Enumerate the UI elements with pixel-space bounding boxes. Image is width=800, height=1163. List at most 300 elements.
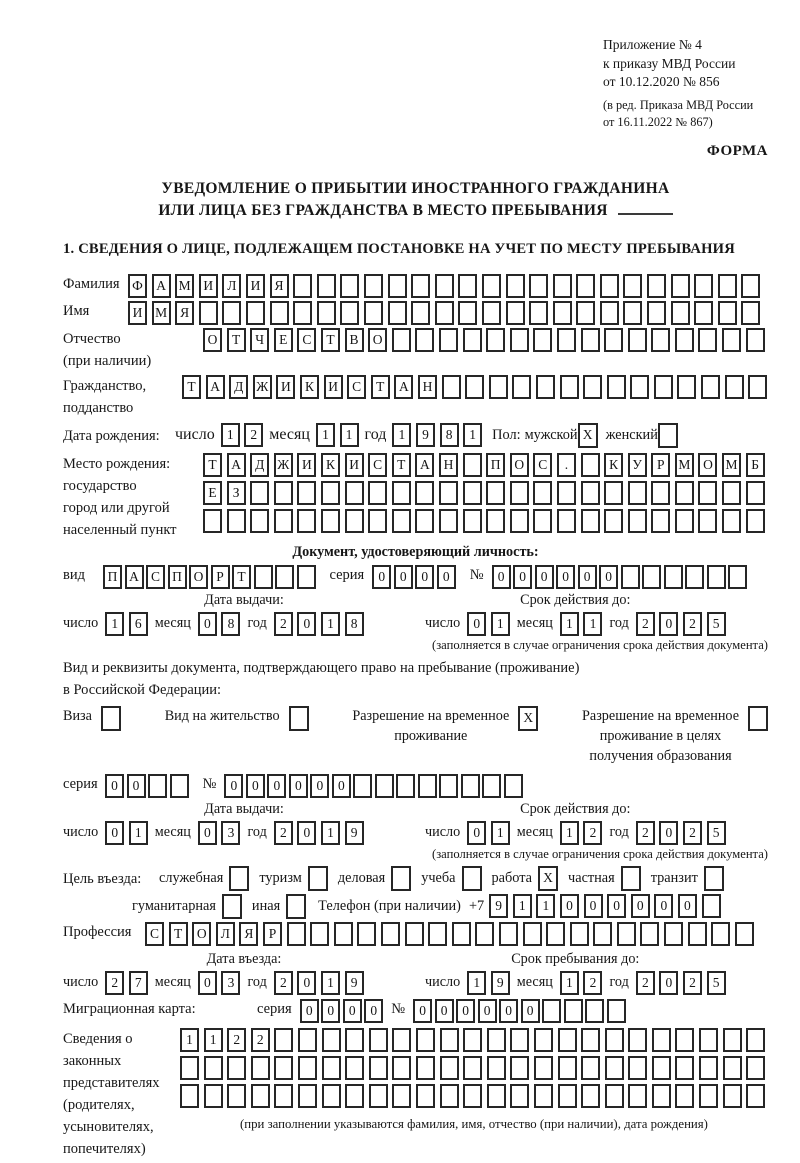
char-box[interactable] <box>702 894 721 918</box>
char-box[interactable]: А <box>415 453 434 477</box>
char-box[interactable] <box>652 1028 671 1052</box>
char-box[interactable] <box>458 274 477 298</box>
char-box[interactable] <box>375 774 394 798</box>
char-box[interactable] <box>392 328 411 352</box>
char-box[interactable]: 0 <box>105 774 124 798</box>
char-box[interactable] <box>345 1028 364 1052</box>
char-box[interactable]: 1 <box>321 971 340 995</box>
char-box[interactable] <box>570 922 589 946</box>
char-box[interactable]: 2 <box>683 971 702 995</box>
char-box[interactable]: 2 <box>583 971 602 995</box>
char-box[interactable] <box>723 1028 742 1052</box>
char-box[interactable] <box>340 274 359 298</box>
char-box[interactable]: С <box>368 453 387 477</box>
char-box[interactable]: Т <box>232 565 251 589</box>
char-box[interactable] <box>392 1056 411 1080</box>
char-box[interactable] <box>227 1056 246 1080</box>
char-box[interactable] <box>529 301 548 325</box>
char-box[interactable] <box>675 1084 694 1108</box>
char-box[interactable] <box>723 1084 742 1108</box>
char-box[interactable]: 0 <box>198 612 217 636</box>
char-box[interactable]: 2 <box>683 821 702 845</box>
char-box[interactable]: Л <box>216 922 235 946</box>
char-box[interactable] <box>533 328 552 352</box>
char-box[interactable]: Н <box>439 453 458 477</box>
char-box[interactable]: 0 <box>224 774 243 798</box>
char-box[interactable] <box>722 509 741 533</box>
char-box[interactable] <box>353 774 372 798</box>
char-box[interactable] <box>510 1084 529 1108</box>
char-box[interactable] <box>297 509 316 533</box>
char-box[interactable] <box>482 301 501 325</box>
char-box[interactable]: 8 <box>345 612 364 636</box>
char-box[interactable]: З <box>227 481 246 505</box>
char-box[interactable]: И <box>128 301 147 325</box>
char-box[interactable] <box>623 274 642 298</box>
char-box[interactable] <box>581 1056 600 1080</box>
char-box[interactable]: 0 <box>435 999 454 1023</box>
char-box[interactable] <box>557 481 576 505</box>
char-box[interactable] <box>576 274 595 298</box>
char-box[interactable]: С <box>145 922 164 946</box>
char-box[interactable]: 2 <box>636 821 655 845</box>
char-box[interactable] <box>675 1028 694 1052</box>
char-box[interactable] <box>487 1056 506 1080</box>
char-box[interactable]: 0 <box>310 774 329 798</box>
char-box[interactable]: А <box>206 375 225 399</box>
char-box[interactable] <box>298 1028 317 1052</box>
char-box[interactable] <box>581 481 600 505</box>
option-checkbox[interactable]: X <box>538 866 558 891</box>
char-box[interactable] <box>463 481 482 505</box>
char-box[interactable] <box>274 1084 293 1108</box>
char-box[interactable] <box>388 301 407 325</box>
char-box[interactable] <box>440 1028 459 1052</box>
option-checkbox[interactable] <box>391 866 411 891</box>
char-box[interactable] <box>581 453 600 477</box>
char-box[interactable]: А <box>125 565 144 589</box>
char-box[interactable] <box>699 1028 718 1052</box>
char-box[interactable]: Р <box>211 565 230 589</box>
char-box[interactable]: К <box>604 453 623 477</box>
char-box[interactable] <box>345 1084 364 1108</box>
char-box[interactable]: 9 <box>489 894 508 918</box>
char-box[interactable]: С <box>533 453 552 477</box>
char-box[interactable]: Е <box>274 328 293 352</box>
char-box[interactable] <box>510 1028 529 1052</box>
char-box[interactable] <box>607 375 626 399</box>
char-box[interactable]: 0 <box>678 894 697 918</box>
char-box[interactable]: С <box>146 565 165 589</box>
char-box[interactable]: М <box>675 453 694 477</box>
char-box[interactable]: 1 <box>316 423 335 447</box>
char-box[interactable]: 0 <box>456 999 475 1023</box>
char-box[interactable]: 0 <box>607 894 626 918</box>
char-box[interactable]: 0 <box>394 565 413 589</box>
char-box[interactable]: 9 <box>416 423 435 447</box>
sex-male-checkbox[interactable]: X <box>578 423 598 448</box>
char-box[interactable] <box>671 274 690 298</box>
char-box[interactable] <box>542 999 561 1023</box>
char-box[interactable] <box>560 375 579 399</box>
char-box[interactable] <box>685 565 704 589</box>
char-box[interactable] <box>581 328 600 352</box>
char-box[interactable]: 9 <box>345 971 364 995</box>
char-box[interactable]: 0 <box>467 612 486 636</box>
char-box[interactable]: 1 <box>321 612 340 636</box>
char-box[interactable] <box>553 274 572 298</box>
char-box[interactable] <box>746 328 765 352</box>
char-box[interactable]: П <box>103 565 122 589</box>
char-box[interactable]: В <box>345 328 364 352</box>
char-box[interactable] <box>553 301 572 325</box>
char-box[interactable]: Ч <box>250 328 269 352</box>
char-box[interactable] <box>735 922 754 946</box>
char-box[interactable] <box>605 1056 624 1080</box>
char-box[interactable] <box>465 375 484 399</box>
char-box[interactable] <box>274 1028 293 1052</box>
char-box[interactable]: Л <box>222 274 241 298</box>
char-box[interactable]: О <box>203 328 222 352</box>
char-box[interactable]: 1 <box>321 821 340 845</box>
char-box[interactable] <box>523 922 542 946</box>
char-box[interactable]: Я <box>270 274 289 298</box>
char-box[interactable] <box>701 375 720 399</box>
char-box[interactable]: 9 <box>345 821 364 845</box>
char-box[interactable]: 2 <box>274 612 293 636</box>
char-box[interactable] <box>698 509 717 533</box>
char-box[interactable]: 1 <box>204 1028 223 1052</box>
char-box[interactable] <box>180 1084 199 1108</box>
char-box[interactable] <box>369 1056 388 1080</box>
char-box[interactable] <box>369 1028 388 1052</box>
char-box[interactable]: 1 <box>560 971 579 995</box>
char-box[interactable] <box>204 1084 223 1108</box>
char-box[interactable] <box>340 301 359 325</box>
char-box[interactable]: 0 <box>297 612 316 636</box>
char-box[interactable] <box>534 1084 553 1108</box>
char-box[interactable]: 0 <box>372 565 391 589</box>
char-box[interactable] <box>274 509 293 533</box>
char-box[interactable]: П <box>168 565 187 589</box>
char-box[interactable] <box>642 565 661 589</box>
char-box[interactable] <box>486 328 505 352</box>
char-box[interactable]: 5 <box>707 971 726 995</box>
char-box[interactable]: 0 <box>267 774 286 798</box>
permit-checkbox[interactable] <box>748 706 768 731</box>
char-box[interactable] <box>298 1084 317 1108</box>
char-box[interactable] <box>581 1028 600 1052</box>
char-box[interactable]: 0 <box>343 999 362 1023</box>
char-box[interactable] <box>251 1056 270 1080</box>
char-box[interactable]: 0 <box>478 999 497 1023</box>
char-box[interactable] <box>748 375 767 399</box>
char-box[interactable] <box>357 922 376 946</box>
char-box[interactable] <box>297 481 316 505</box>
char-box[interactable] <box>458 301 477 325</box>
char-box[interactable] <box>364 301 383 325</box>
char-box[interactable]: 6 <box>129 612 148 636</box>
char-box[interactable]: Я <box>239 922 258 946</box>
permit-checkbox[interactable]: X <box>518 706 538 731</box>
char-box[interactable]: 1 <box>129 821 148 845</box>
char-box[interactable] <box>510 509 529 533</box>
char-box[interactable] <box>593 922 612 946</box>
char-box[interactable]: И <box>199 274 218 298</box>
char-box[interactable]: Т <box>169 922 188 946</box>
char-box[interactable] <box>203 509 222 533</box>
char-box[interactable] <box>722 328 741 352</box>
char-box[interactable] <box>487 1028 506 1052</box>
char-box[interactable]: 2 <box>636 971 655 995</box>
char-box[interactable] <box>321 481 340 505</box>
char-box[interactable] <box>671 301 690 325</box>
char-box[interactable] <box>411 301 430 325</box>
char-box[interactable] <box>725 375 744 399</box>
char-box[interactable]: И <box>246 274 265 298</box>
char-box[interactable] <box>722 481 741 505</box>
char-box[interactable] <box>546 922 565 946</box>
char-box[interactable] <box>475 922 494 946</box>
char-box[interactable]: 2 <box>244 423 263 447</box>
char-box[interactable]: 8 <box>440 423 459 447</box>
char-box[interactable]: 1 <box>463 423 482 447</box>
char-box[interactable] <box>416 1056 435 1080</box>
char-box[interactable]: И <box>276 375 295 399</box>
char-box[interactable] <box>293 301 312 325</box>
permit-checkbox[interactable] <box>101 706 121 731</box>
char-box[interactable]: Ф <box>128 274 147 298</box>
char-box[interactable]: Т <box>371 375 390 399</box>
char-box[interactable] <box>723 1056 742 1080</box>
char-box[interactable] <box>533 481 552 505</box>
char-box[interactable]: 0 <box>631 894 650 918</box>
char-box[interactable]: 0 <box>297 821 316 845</box>
char-box[interactable] <box>746 1056 765 1080</box>
char-box[interactable] <box>585 999 604 1023</box>
char-box[interactable]: 5 <box>707 612 726 636</box>
char-box[interactable]: 0 <box>467 821 486 845</box>
char-box[interactable]: 0 <box>413 999 432 1023</box>
char-box[interactable] <box>628 1056 647 1080</box>
char-box[interactable] <box>506 301 525 325</box>
char-box[interactable]: К <box>321 453 340 477</box>
char-box[interactable] <box>581 509 600 533</box>
char-box[interactable] <box>418 774 437 798</box>
char-box[interactable]: Д <box>250 453 269 477</box>
char-box[interactable]: А <box>227 453 246 477</box>
char-box[interactable]: 0 <box>492 565 511 589</box>
char-box[interactable]: 2 <box>683 612 702 636</box>
char-box[interactable]: 0 <box>556 565 575 589</box>
char-box[interactable] <box>486 481 505 505</box>
char-box[interactable]: О <box>698 453 717 477</box>
char-box[interactable] <box>274 1056 293 1080</box>
char-box[interactable] <box>463 1028 482 1052</box>
char-box[interactable] <box>392 481 411 505</box>
char-box[interactable]: 1 <box>560 612 579 636</box>
char-box[interactable] <box>718 301 737 325</box>
char-box[interactable]: 1 <box>491 612 510 636</box>
char-box[interactable]: К <box>300 375 319 399</box>
char-box[interactable]: 0 <box>560 894 579 918</box>
char-box[interactable] <box>583 375 602 399</box>
permit-checkbox[interactable] <box>289 706 309 731</box>
char-box[interactable] <box>317 274 336 298</box>
char-box[interactable] <box>440 1084 459 1108</box>
char-box[interactable] <box>293 274 312 298</box>
char-box[interactable] <box>628 328 647 352</box>
char-box[interactable] <box>604 328 623 352</box>
char-box[interactable] <box>600 274 619 298</box>
char-box[interactable]: 0 <box>289 774 308 798</box>
char-box[interactable]: Я <box>175 301 194 325</box>
char-box[interactable] <box>630 375 649 399</box>
char-box[interactable]: 0 <box>297 971 316 995</box>
char-box[interactable]: 0 <box>415 565 434 589</box>
char-box[interactable] <box>411 274 430 298</box>
char-box[interactable] <box>246 301 265 325</box>
char-box[interactable] <box>746 509 765 533</box>
char-box[interactable] <box>439 481 458 505</box>
char-box[interactable] <box>416 1028 435 1052</box>
char-box[interactable] <box>652 1084 671 1108</box>
char-box[interactable]: 0 <box>659 971 678 995</box>
char-box[interactable]: Ж <box>274 453 293 477</box>
char-box[interactable]: 0 <box>499 999 518 1023</box>
char-box[interactable] <box>628 481 647 505</box>
char-box[interactable] <box>435 301 454 325</box>
char-box[interactable] <box>694 274 713 298</box>
char-box[interactable]: 1 <box>180 1028 199 1052</box>
char-box[interactable] <box>675 509 694 533</box>
char-box[interactable] <box>534 1028 553 1052</box>
char-box[interactable]: Р <box>651 453 670 477</box>
char-box[interactable] <box>392 1084 411 1108</box>
char-box[interactable]: О <box>510 453 529 477</box>
char-box[interactable]: 0 <box>105 821 124 845</box>
char-box[interactable] <box>699 1056 718 1080</box>
char-box[interactable] <box>651 481 670 505</box>
char-box[interactable] <box>322 1028 341 1052</box>
char-box[interactable] <box>392 1028 411 1052</box>
char-box[interactable] <box>623 301 642 325</box>
char-box[interactable]: 0 <box>300 999 319 1023</box>
char-box[interactable]: Р <box>263 922 282 946</box>
char-box[interactable]: 8 <box>221 612 240 636</box>
char-box[interactable] <box>564 999 583 1023</box>
char-box[interactable] <box>204 1056 223 1080</box>
char-box[interactable]: 1 <box>340 423 359 447</box>
char-box[interactable]: М <box>152 301 171 325</box>
char-box[interactable] <box>442 375 461 399</box>
char-box[interactable]: У <box>628 453 647 477</box>
char-box[interactable]: 0 <box>437 565 456 589</box>
char-box[interactable]: Н <box>418 375 437 399</box>
char-box[interactable]: 9 <box>491 971 510 995</box>
option-checkbox[interactable] <box>229 866 249 891</box>
char-box[interactable]: 0 <box>198 971 217 995</box>
char-box[interactable]: П <box>486 453 505 477</box>
char-box[interactable]: 2 <box>636 612 655 636</box>
char-box[interactable]: 1 <box>583 612 602 636</box>
char-box[interactable] <box>439 509 458 533</box>
char-box[interactable] <box>170 774 189 798</box>
char-box[interactable] <box>510 1056 529 1080</box>
char-box[interactable] <box>581 1084 600 1108</box>
option-checkbox[interactable] <box>462 866 482 891</box>
char-box[interactable] <box>607 999 626 1023</box>
char-box[interactable] <box>250 509 269 533</box>
char-box[interactable] <box>675 481 694 505</box>
char-box[interactable] <box>227 1084 246 1108</box>
char-box[interactable] <box>558 1084 577 1108</box>
char-box[interactable] <box>274 481 293 505</box>
char-box[interactable]: Т <box>182 375 201 399</box>
char-box[interactable] <box>512 375 531 399</box>
option-checkbox[interactable] <box>286 894 306 919</box>
char-box[interactable] <box>199 301 218 325</box>
char-box[interactable]: Б <box>746 453 765 477</box>
char-box[interactable] <box>254 565 273 589</box>
char-box[interactable] <box>651 509 670 533</box>
char-box[interactable] <box>698 481 717 505</box>
char-box[interactable] <box>364 274 383 298</box>
char-box[interactable] <box>392 509 411 533</box>
char-box[interactable] <box>529 274 548 298</box>
char-box[interactable] <box>628 1084 647 1108</box>
char-box[interactable] <box>536 375 555 399</box>
char-box[interactable]: И <box>345 453 364 477</box>
char-box[interactable] <box>463 328 482 352</box>
char-box[interactable] <box>251 1084 270 1108</box>
char-box[interactable] <box>222 301 241 325</box>
char-box[interactable] <box>647 301 666 325</box>
char-box[interactable] <box>746 1084 765 1108</box>
char-box[interactable]: 0 <box>584 894 603 918</box>
char-box[interactable]: 7 <box>129 971 148 995</box>
option-checkbox[interactable] <box>222 894 242 919</box>
char-box[interactable] <box>688 922 707 946</box>
char-box[interactable] <box>533 509 552 533</box>
char-box[interactable] <box>463 1084 482 1108</box>
char-box[interactable]: А <box>152 274 171 298</box>
char-box[interactable]: 1 <box>467 971 486 995</box>
char-box[interactable] <box>381 922 400 946</box>
char-box[interactable] <box>405 922 424 946</box>
char-box[interactable]: Т <box>321 328 340 352</box>
char-box[interactable] <box>557 509 576 533</box>
char-box[interactable] <box>510 328 529 352</box>
char-box[interactable] <box>250 481 269 505</box>
char-box[interactable]: И <box>324 375 343 399</box>
char-box[interactable]: М <box>722 453 741 477</box>
char-box[interactable] <box>605 1028 624 1052</box>
char-box[interactable] <box>652 1056 671 1080</box>
char-box[interactable]: А <box>394 375 413 399</box>
char-box[interactable] <box>718 274 737 298</box>
char-box[interactable]: 2 <box>274 821 293 845</box>
char-box[interactable]: 2 <box>274 971 293 995</box>
char-box[interactable]: 1 <box>392 423 411 447</box>
char-box[interactable] <box>227 509 246 533</box>
char-box[interactable] <box>345 509 364 533</box>
char-box[interactable] <box>345 481 364 505</box>
char-box[interactable]: Е <box>203 481 222 505</box>
char-box[interactable] <box>298 1056 317 1080</box>
char-box[interactable] <box>435 274 454 298</box>
char-box[interactable] <box>640 922 659 946</box>
